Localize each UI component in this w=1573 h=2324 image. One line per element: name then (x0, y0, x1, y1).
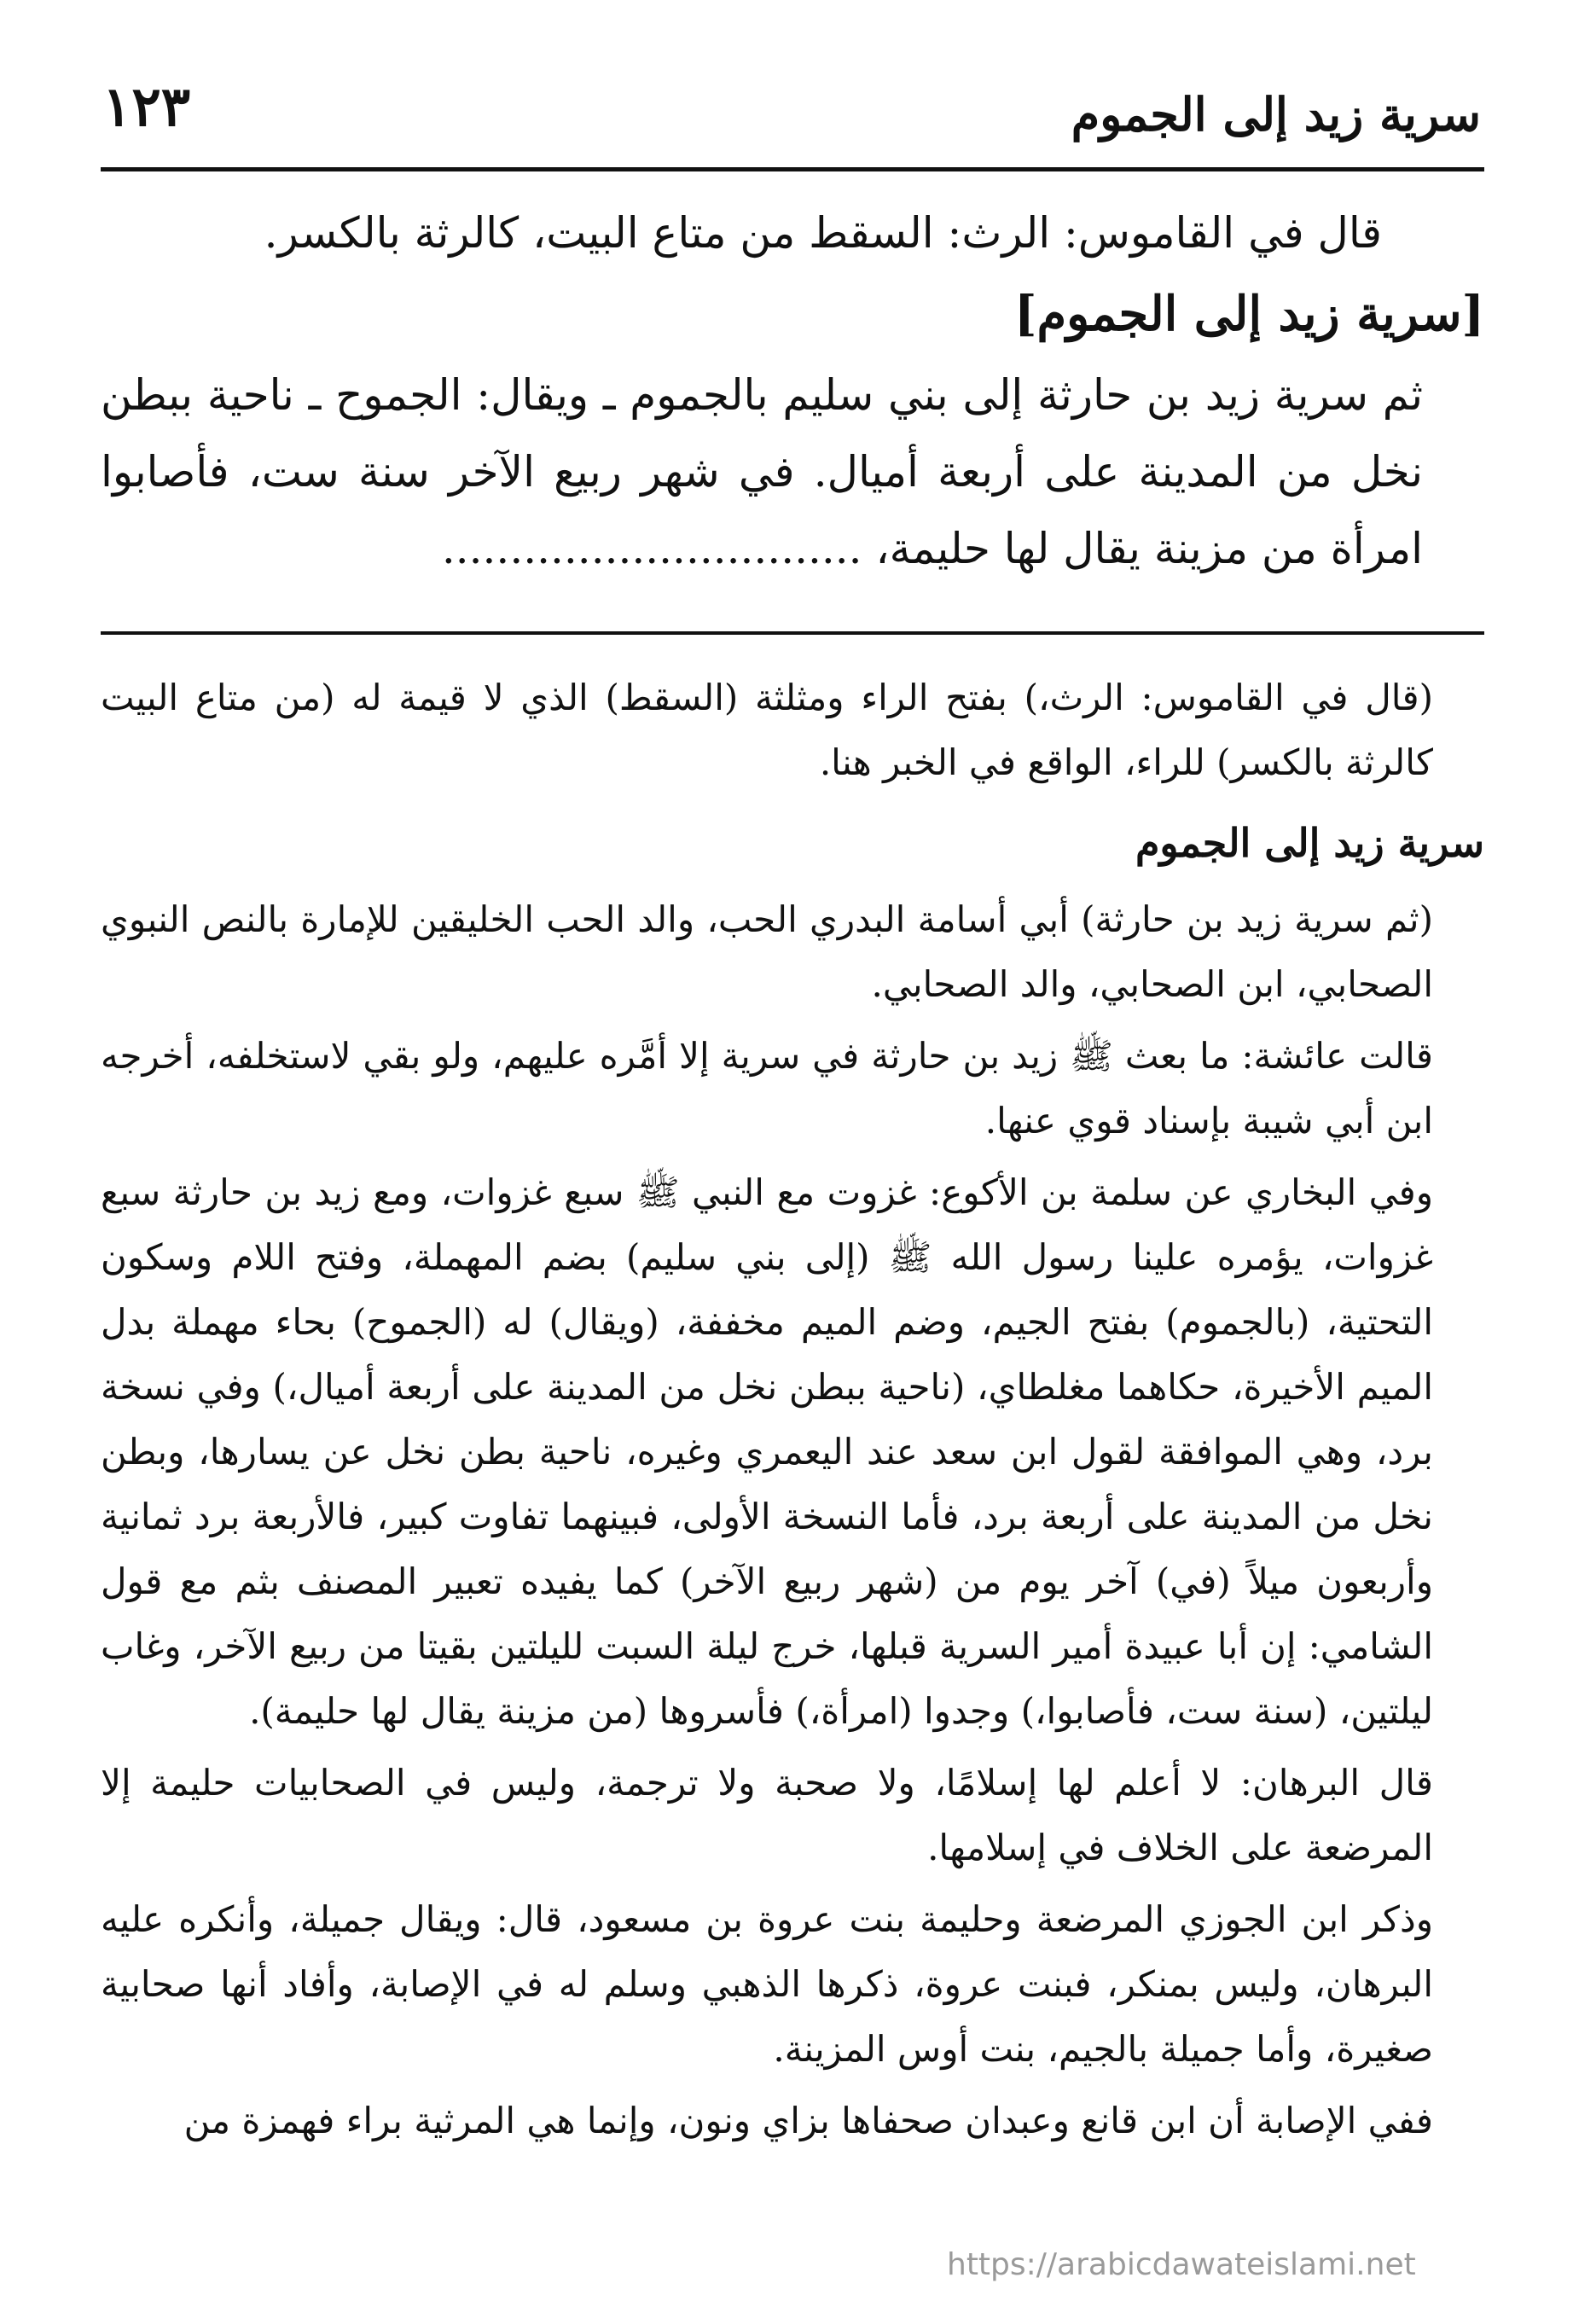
commentary-heading: سرية زيد إلى الجموم (1135, 820, 1484, 866)
commentary-paragraph: (ثم سرية زيد بن حارثة) أبي أسامة البدري الحب، والد الحب الخليقين للإمارة بالنص النبوي الصحابي، ابن الصحابي، والد الصحابي. (101, 898, 1433, 1005)
matn-intro: قال في القاموس: الرث: السقط من متاع البيت، كالرثة بالكسر. (264, 208, 1382, 258)
commentary-paragraph: وذكر ابن الجوزي المرضعة وحليمة بنت عروة بن مسعود، قال: ويقال جميلة، وأنكره عليه البرهان، وليس بمنكر، فبنت عروة، ذكرها الذهبي وسلم له في الإصابة، وأفاد أنها صحابية صغيرة، وأما جميلة بالجيم، بنت أوس المزينة. (101, 1898, 1433, 2070)
matn-heading: [سرية زيد إلى الجموم] (1014, 286, 1484, 342)
running-title: سرية زيد إلى الجموم (1071, 87, 1481, 142)
commentary-paragraph: قال البرهان: لا أعلم لها إسلامًا، ولا صحبة ولا ترجمة، وليس في الصحابيات حليمة إلا المرضعة على الخلاف في إسلامها. (101, 1762, 1433, 1868)
matn-body-text: ثم سرية زيد بن حارثة إلى بني سليم بالجموم ـ ويقال: الجموح ـ ناحية ببطن نخل من المدينة على أربعة أميال. في شهر ربيع الآخر سنة ست، فأصابوا امرأة من مزينة يقال لها حليمة، (101, 370, 1423, 573)
commentary-paragraph: قالت عائشة: ما بعث ﷺ زيد بن حارثة في سرية إلا أمَّره عليهم، ولو بقي لاستخلفه، أخرجه ابن أبي شيبة بإسناد قوي عنها. (101, 1035, 1433, 1142)
commentary-paragraph: (قال في القاموس: الرث،) بفتح الراء ومثلثة (السقط) الذي لا قيمة له (من متاع البيت كالرثة بالكسر) للراء، الواقع في الخبر هنا. (101, 677, 1433, 783)
section-divider (101, 631, 1484, 635)
commentary (101, 665, 1484, 2160)
main-text (101, 195, 1484, 587)
header-rule (101, 167, 1484, 171)
commentary-paragraph: ففي الإصابة أن ابن قانع وعبدان صحفاها بزاي ونون، وإنما هي المرثية براء فهمزة من (183, 2100, 1433, 2141)
matn-body (101, 357, 1484, 587)
matn-ellipsis: ............................... (441, 524, 862, 573)
page-number: ١٢٣ (102, 75, 191, 139)
watermark-url: https://arabicdawateislami.net (947, 2247, 1416, 2282)
running-header (102, 75, 1481, 169)
commentary-paragraph: وفي البخاري عن سلمة بن الأكوع: غزوت مع النبي ﷺ سبع غزوات، ومع زيد بن حارثة سبع غزوات، يؤمره علينا رسول الله ﷺ (إلى بني سليم) بضم المهملة، وفتح اللام وسكون التحتية، (بالجموم) بفتح الجيم، وضم الميم مخففة، (ويقال) له (الجموح) بحاء مهملة بدل الميم الأخيرة، حكاهما مغلطاي، (ناحية ببطن نخل من المدينة على أربعة أميال،) وفي نسخة برد، وهي الموافقة لقول ابن سعد عند اليعمري وغيره، ناحية بطن نخل عن يسارها، وبطن نخل من المدينة على أربعة برد، فأما النسخة الأولى، فبينهما تفاوت كبير، فالأربعة برد ثمانية وأربعون ميلاً (في) آخر يوم من (شهر ربيع الآخر) كما يفيده تعبير المصنف بثم مع قول الشامي: إن أبا عبيدة أمير السرية قبلها، خرج ليلة السبت لليلتين بقيتا من ربيع الآخر، وغاب ليلتين، (سنة ست، فأصابوا،) وجدوا (امرأة،) فأسروها (من مزينة يقال لها حليمة). (101, 1171, 1433, 1732)
